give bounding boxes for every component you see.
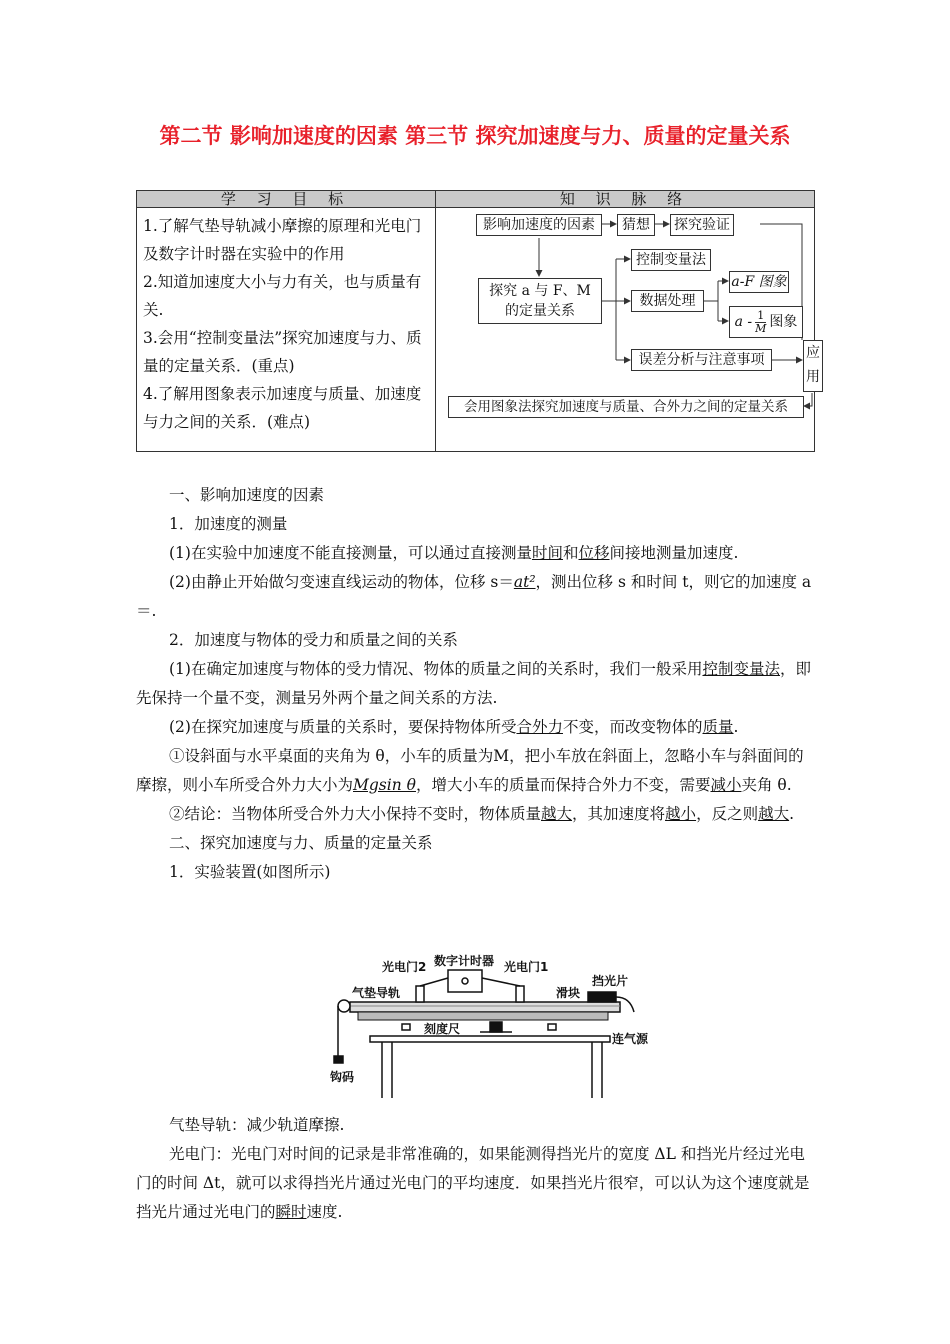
- paragraph: ①设斜面与水平桌面的夹角为 θ，小车的质量为M，把小车放在斜面上，忽略小车与斜面间的摩擦，则小车所受合外力大小为Mgsin θ，增大小车的质量而保持合外力不变，需要减小夹角 θ.: [136, 747, 804, 794]
- section-2-heading: 二、探究加速度与力、质量的定量关系: [169, 834, 433, 852]
- a1m-fraction: [755, 310, 766, 335]
- label-gate1: 光电门1: [504, 960, 549, 974]
- map-header: 知 识 脉 络: [436, 191, 815, 208]
- map-node-control: 控制变量法: [631, 249, 711, 271]
- map-node-factors: 影响加速度的因素: [476, 214, 602, 236]
- map-node-a1m: [729, 306, 803, 338]
- map-node-explore: [478, 278, 602, 324]
- a1m-suffix: 图象: [769, 314, 798, 330]
- label-slider: 滑块: [556, 986, 581, 1000]
- knowledge-map: [436, 208, 820, 452]
- map-node-verify: 探究验证: [670, 214, 734, 236]
- map-node-apply: 应用: [803, 340, 823, 392]
- section-1-heading: 一、影响加速度的因素: [169, 486, 325, 504]
- apparatus-drawing: [330, 948, 660, 1098]
- goals-header: 学 习 目 标: [137, 191, 436, 208]
- goal-item: 3.会用“控制变量法”探究加速度与力、质量的定量关系．(重点): [143, 329, 422, 375]
- section-2-text: [136, 1111, 816, 1227]
- goal-item: 2.知道加速度大小与力有关，也与质量有关.: [143, 273, 422, 319]
- map-node-guess: 猜想: [617, 214, 655, 236]
- a1m-num: 1: [755, 310, 766, 323]
- a1m-den: M: [755, 321, 767, 335]
- label-gate2: 光电门2: [382, 960, 427, 974]
- paragraph: (2)在探究加速度与质量的关系时，要保持物体所受合外力不变，而改变物体的质量.: [169, 718, 739, 736]
- a1m-prefix: a -: [734, 314, 753, 330]
- label-air: 连气源: [612, 1032, 649, 1046]
- paragraph: (2)由静止开始做匀变速直线运动的物体，位移 s＝at²，测出位移 s 和时间 t，则它的加速度 a＝.: [136, 573, 812, 620]
- label-timer: 数字计时器: [434, 954, 495, 968]
- map-node-af: a-F 图象: [729, 271, 789, 293]
- label-shade: 挡光片: [592, 974, 629, 988]
- map-node-error: 误差分析与注意事项: [631, 349, 772, 371]
- paragraph: 光电门：光电门对时间的记录是非常准确的，如果能测得挡光片的宽度 ΔL 和挡光片经过光电门的时间 Δt，就可以求得挡光片通过光电门的平均速度．如果挡光片很窄，可以认为这个速度就是挡光片通过光电门的瞬时速度.: [136, 1145, 810, 1221]
- apparatus-figure: [330, 948, 660, 1098]
- goal-item: 4.了解用图象表示加速度与质量、加速度与力之间的关系．(难点): [143, 385, 422, 431]
- label-weight: 钩码: [330, 1070, 355, 1084]
- map-node-explore-line1: 探究 a 与 F、M: [489, 283, 591, 299]
- sub-heading: 1．加速度的测量: [169, 515, 288, 533]
- map-node-bottom: 会用图象法探究加速度与质量、合外力之间的定量关系: [448, 396, 804, 418]
- goals-cell: [137, 208, 436, 452]
- map-node-explore-line2: 的定量关系: [505, 303, 575, 319]
- label-track: 气垫导轨: [352, 986, 401, 1000]
- page-title: 第二节 影响加速度的因素 第三节 探究加速度与力、质量的定量关系: [159, 124, 791, 148]
- paragraph: ②结论：当物体所受合外力大小保持不变时，物体质量越大，其加速度将越小，反之则越大.: [169, 805, 795, 823]
- objectives-table: [136, 190, 820, 452]
- label-ruler: 刻度尺: [424, 1022, 461, 1036]
- paragraph: 气垫导轨：减少轨道摩擦.: [169, 1116, 345, 1134]
- paragraph: (1)在实验中加速度不能直接测量，可以通过直接测量时间和位移间接地测量加速度.: [169, 544, 739, 562]
- goal-item: 1.了解气垫导轨减小摩擦的原理和光电门及数字计时器在实验中的作用: [143, 217, 422, 263]
- map-node-data: 数据处理: [631, 290, 704, 312]
- sub-heading: 2．加速度与物体的受力和质量之间的关系: [169, 631, 458, 649]
- paragraph: (1)在确定加速度与物体的受力情况、物体的质量之间的关系时，我们一般采用控制变量法，即先保持一个量不变，测量另外两个量之间关系的方法.: [136, 660, 811, 707]
- sub-heading: 1．实验装置(如图所示): [169, 863, 331, 881]
- section-1: [136, 481, 816, 887]
